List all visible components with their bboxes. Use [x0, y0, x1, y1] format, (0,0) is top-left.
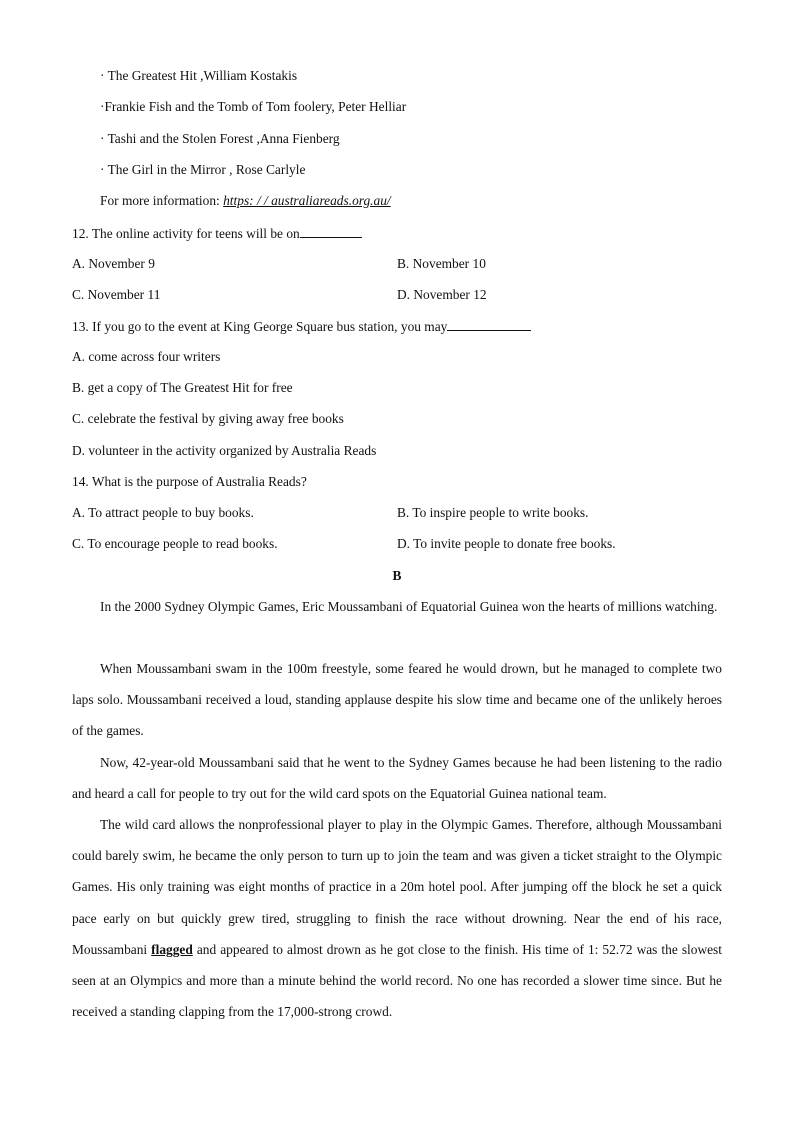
book-item: · Tashi and the Stolen Forest ,Anna Fienberg [100, 131, 340, 146]
passage-paragraph-2: When Moussambani swam in the 100m freestyle, some feared he would drown, but he managed to complete two laps solo. Moussambani received a loud, standing applause despite his slow time and became one of the unlikely heroes of the games. [72, 661, 722, 739]
keyword-flagged: flagged [151, 941, 193, 957]
passage-paragraph-1: In the 2000 Sydney Olympic Games, Eric Moussambani of Equatorial Guinea won the hearts of millions watching. [100, 599, 718, 614]
book-item: · The Greatest Hit ,William Kostakis [100, 68, 298, 83]
question-14-option-c: C. To encourage people to read books. [72, 536, 278, 551]
question-12-option-d: D. November 12 [397, 287, 487, 302]
more-info-label: For more information: [100, 193, 224, 208]
question-12-option-b: B. November 10 [397, 256, 486, 271]
question-14-option-a: A. To attract people to buy books. [72, 505, 254, 520]
question-13-option-a: A. come across four writers [72, 349, 221, 364]
book-item: · The Girl in the Mirror , Rose Carlyle [100, 162, 306, 177]
passage-paragraph-3: Now, 42-year-old Moussambani said that he went to the Sydney Games because he had been listening to the radio and heard a call for people to try out for the wild card spots on the Equatorial Guinea national team. [72, 755, 722, 802]
section-heading: B [392, 568, 402, 583]
question-13-option-b: B. get a copy of The Greatest Hit for free [72, 380, 293, 395]
question-13-stem: 13. If you go to the event at King George Square bus station, you may [72, 318, 531, 335]
question-14-option-d: D. To invite people to donate free books. [397, 536, 616, 551]
question-13-option-c: C. celebrate the festival by giving away free books [72, 411, 344, 426]
passage-paragraph-4: The wild card allows the nonprofessional player to play in the Olympic Games. Therefore, although Moussambani could barely swim, he became the only person to turn up to join the team and was given a ticket straight to the Olympic Games. His only training was eight months of practice in a 20m hotel pool. After jumping off the block he set a quick pace early on but quickly grew tired, struggling to finish the race without drowning. Near the end of his race, Moussambani flagged and appeared to almost drown as he got close to the finish. His time of 1: 52.72 was the slowest seen at an Olympics and more than a minute behind the world record. No one has recorded a slower time since. But he received a standing clapping from the 17,000-strong crowd. [72, 817, 722, 1020]
question-14-option-b: B. To inspire people to write books. [397, 505, 589, 520]
book-item: ·Frankie Fish and the Tomb of Tom foolery, Peter Helliar [100, 99, 407, 114]
question-12-option-a: A. November 9 [72, 256, 155, 271]
more-info-link[interactable]: https: / / australiareads.org.au/ [223, 193, 391, 208]
question-12-option-c: C. November 11 [72, 287, 161, 302]
question-13-option-d: D. volunteer in the activity organized by Australia Reads [72, 443, 377, 458]
question-12-stem: 12. The online activity for teens will be on [72, 225, 362, 242]
question-14-stem: 14. What is the purpose of Australia Reads? [72, 474, 307, 489]
more-info-line [100, 193, 391, 209]
